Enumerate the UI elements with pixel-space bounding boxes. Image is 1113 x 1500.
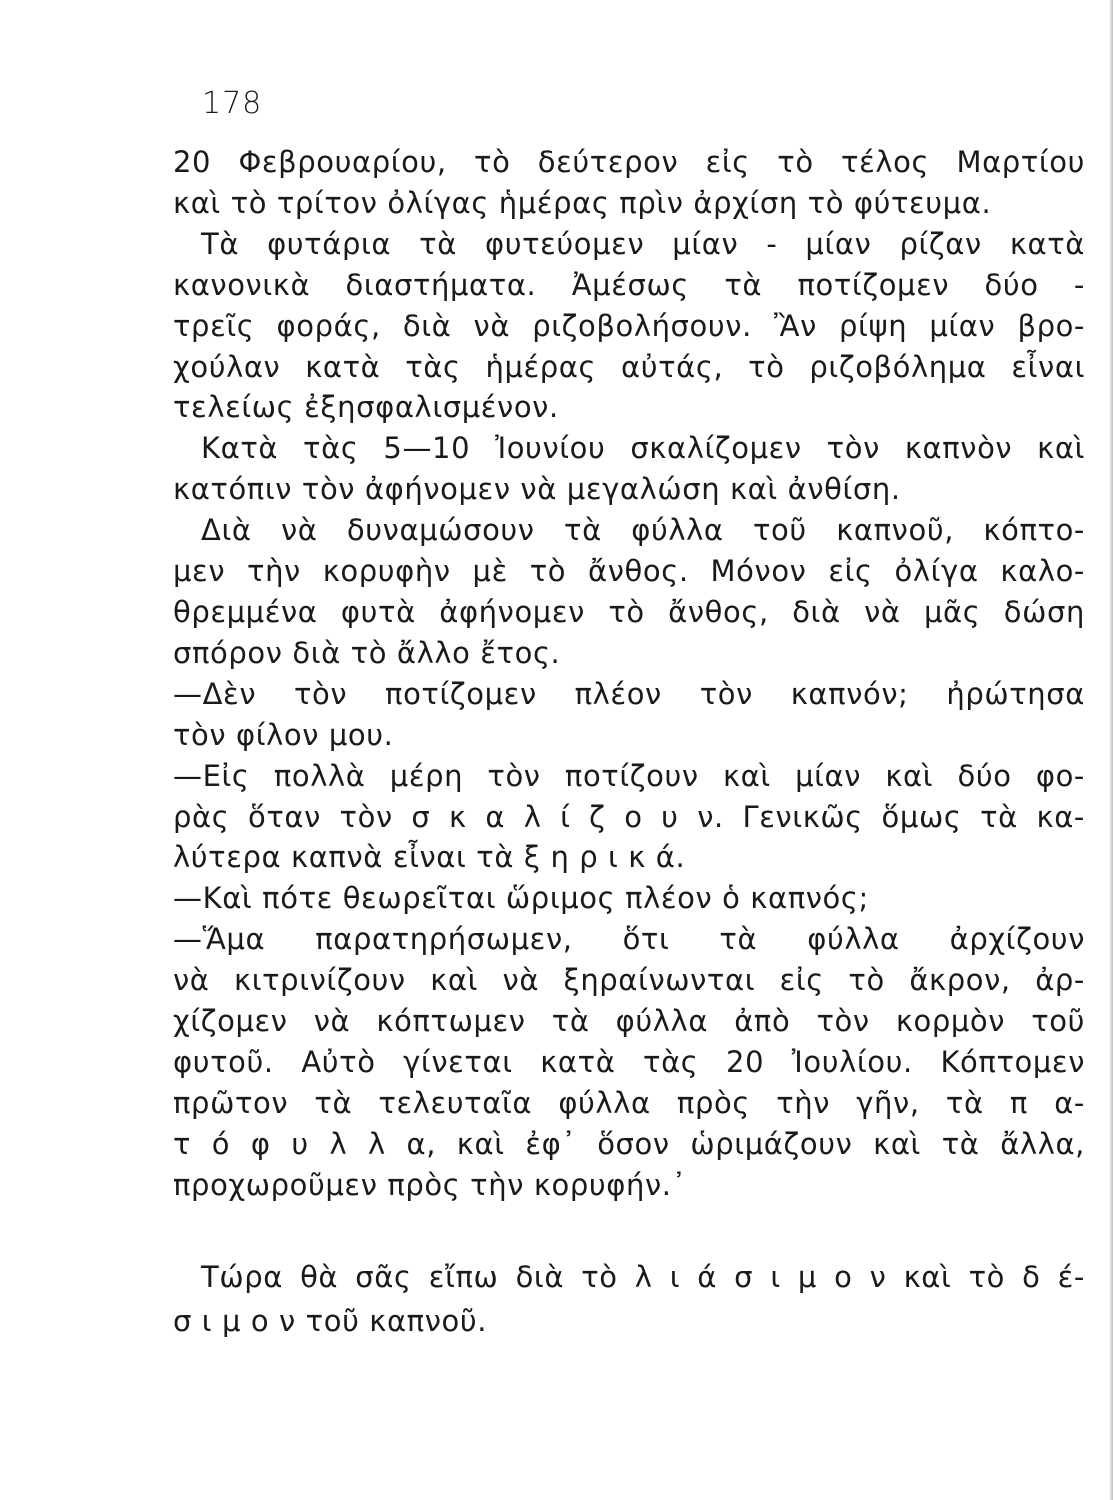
text-line: —Ἅμα παρατηρήσωμεν, ὅτι τὰ φύλλα ἀρχίζουν xyxy=(173,922,1085,957)
text-line: τὸν φίλον μου. xyxy=(173,717,394,752)
text-line: Κατὰ τὰς 5—10 Ἰουνίου σκαλίζομεν τὸν καπνὸν καὶ xyxy=(201,431,1085,466)
text-line: —Δὲν τὸν ποτίζομεν πλέον τὸν καπνόν; ἠρώτησα xyxy=(173,676,1085,711)
text-line: χούλαν κατὰ τὰς ἡμέρας αὐτάς, τὸ ριζοβόλημα εἶναι xyxy=(173,349,1085,384)
text-line: μεν τὴν κορυφὴν μὲ τὸ ἄνθος. Μόνον εἰς ὀλίγα καλο- xyxy=(173,554,1085,589)
text-line: φυτοῦ. Αὐτὸ γίνεται κατὰ τὰς 20 Ἰουλίου. Κόπτομεν xyxy=(173,1044,1085,1079)
text-line: κανονικὰ διαστήματα. Ἀμέσως τὰ ποτίζομεν δύο - xyxy=(173,267,1085,302)
main-text xyxy=(173,142,1085,1206)
text-line: Τώρα θὰ σᾶς εἴπω διὰ τὸ λ ι ά σ ι μ ο ν καὶ τὸ δ έ- xyxy=(201,1260,1085,1294)
text-line: τρεῖς φοράς, διὰ νὰ ριζοβολήσουν. Ἂν ρίψη μίαν βρο- xyxy=(173,308,1085,343)
text-line: Διὰ νὰ δυναμώσουν τὰ φύλλα τοῦ καπνοῦ, κόπτο- xyxy=(201,513,1085,548)
text-line: —Καὶ πότε θεωρεῖται ὥριμος πλέον ὁ καπνός; xyxy=(173,881,869,916)
page-edge-shadow xyxy=(1109,0,1113,1500)
text-line: τελείως ἐξησφαλισμένον. xyxy=(173,390,559,425)
text-line: προχωροῦμεν πρὸς τὴν κορυφήν.᾽ xyxy=(173,1167,687,1202)
text-line: πρῶτον τὰ τελευταῖα φύλλα πρὸς τὴν γῆν, τὰ π α- xyxy=(173,1085,1085,1120)
text-line: ρὰς ὅταν τὸν σ κ α λ ί ζ ο υ ν. Γενικῶς ὅμως τὰ κα- xyxy=(173,799,1085,834)
text-line: —Εἰς πολλὰ μέρη τὸν ποτίζουν καὶ μίαν καὶ δύο φο- xyxy=(173,758,1085,793)
text-line: λύτερα καπνὰ εἶναι τὰ ξ η ρ ι κ ά. xyxy=(173,840,686,875)
text-line: νὰ κιτρινίζουν καὶ νὰ ξηραίνωνται εἰς τὸ ἄκρον, ἀρ- xyxy=(173,963,1085,998)
text-line: 20 Φεβρουαρίου, τὸ δεύτερον εἰς τὸ τέλος Μαρτίου xyxy=(173,145,1085,179)
text-line: καὶ τὸ τρίτον ὀλίγας ἡμέρας πρὶν ἀρχίση τὸ φύτευμα. xyxy=(173,185,992,220)
text-line: Τὰ φυτάρια τὰ φυτεύομεν μίαν - μίαν ρίζαν κατὰ xyxy=(201,226,1085,261)
text-line: χίζομεν νὰ κόπτωμεν τὰ φύλλα ἀπὸ τὸν κορμὸν τοῦ xyxy=(173,1004,1085,1039)
text-line: τ ό φ υ λ λ α, καὶ ἐφ᾽ ὅσον ὡριμάζουν καὶ τὰ ἄλλα, xyxy=(173,1126,1085,1161)
text-line: κατόπιν τὸν ἀφήνομεν νὰ μεγαλώση καὶ ἀνθίση. xyxy=(173,472,901,507)
text-line: σ ι μ ο ν τοῦ καπνοῦ. xyxy=(173,1304,488,1338)
text-line: σπόρον διὰ τὸ ἄλλο ἔτος. xyxy=(173,635,561,670)
text-line: θρεμμένα φυτὰ ἀφήνομεν τὸ ἄνθος, διὰ νὰ μᾶς δώση xyxy=(173,594,1085,629)
page-number: 178 xyxy=(202,86,263,121)
closing-paragraph xyxy=(173,1255,1085,1343)
